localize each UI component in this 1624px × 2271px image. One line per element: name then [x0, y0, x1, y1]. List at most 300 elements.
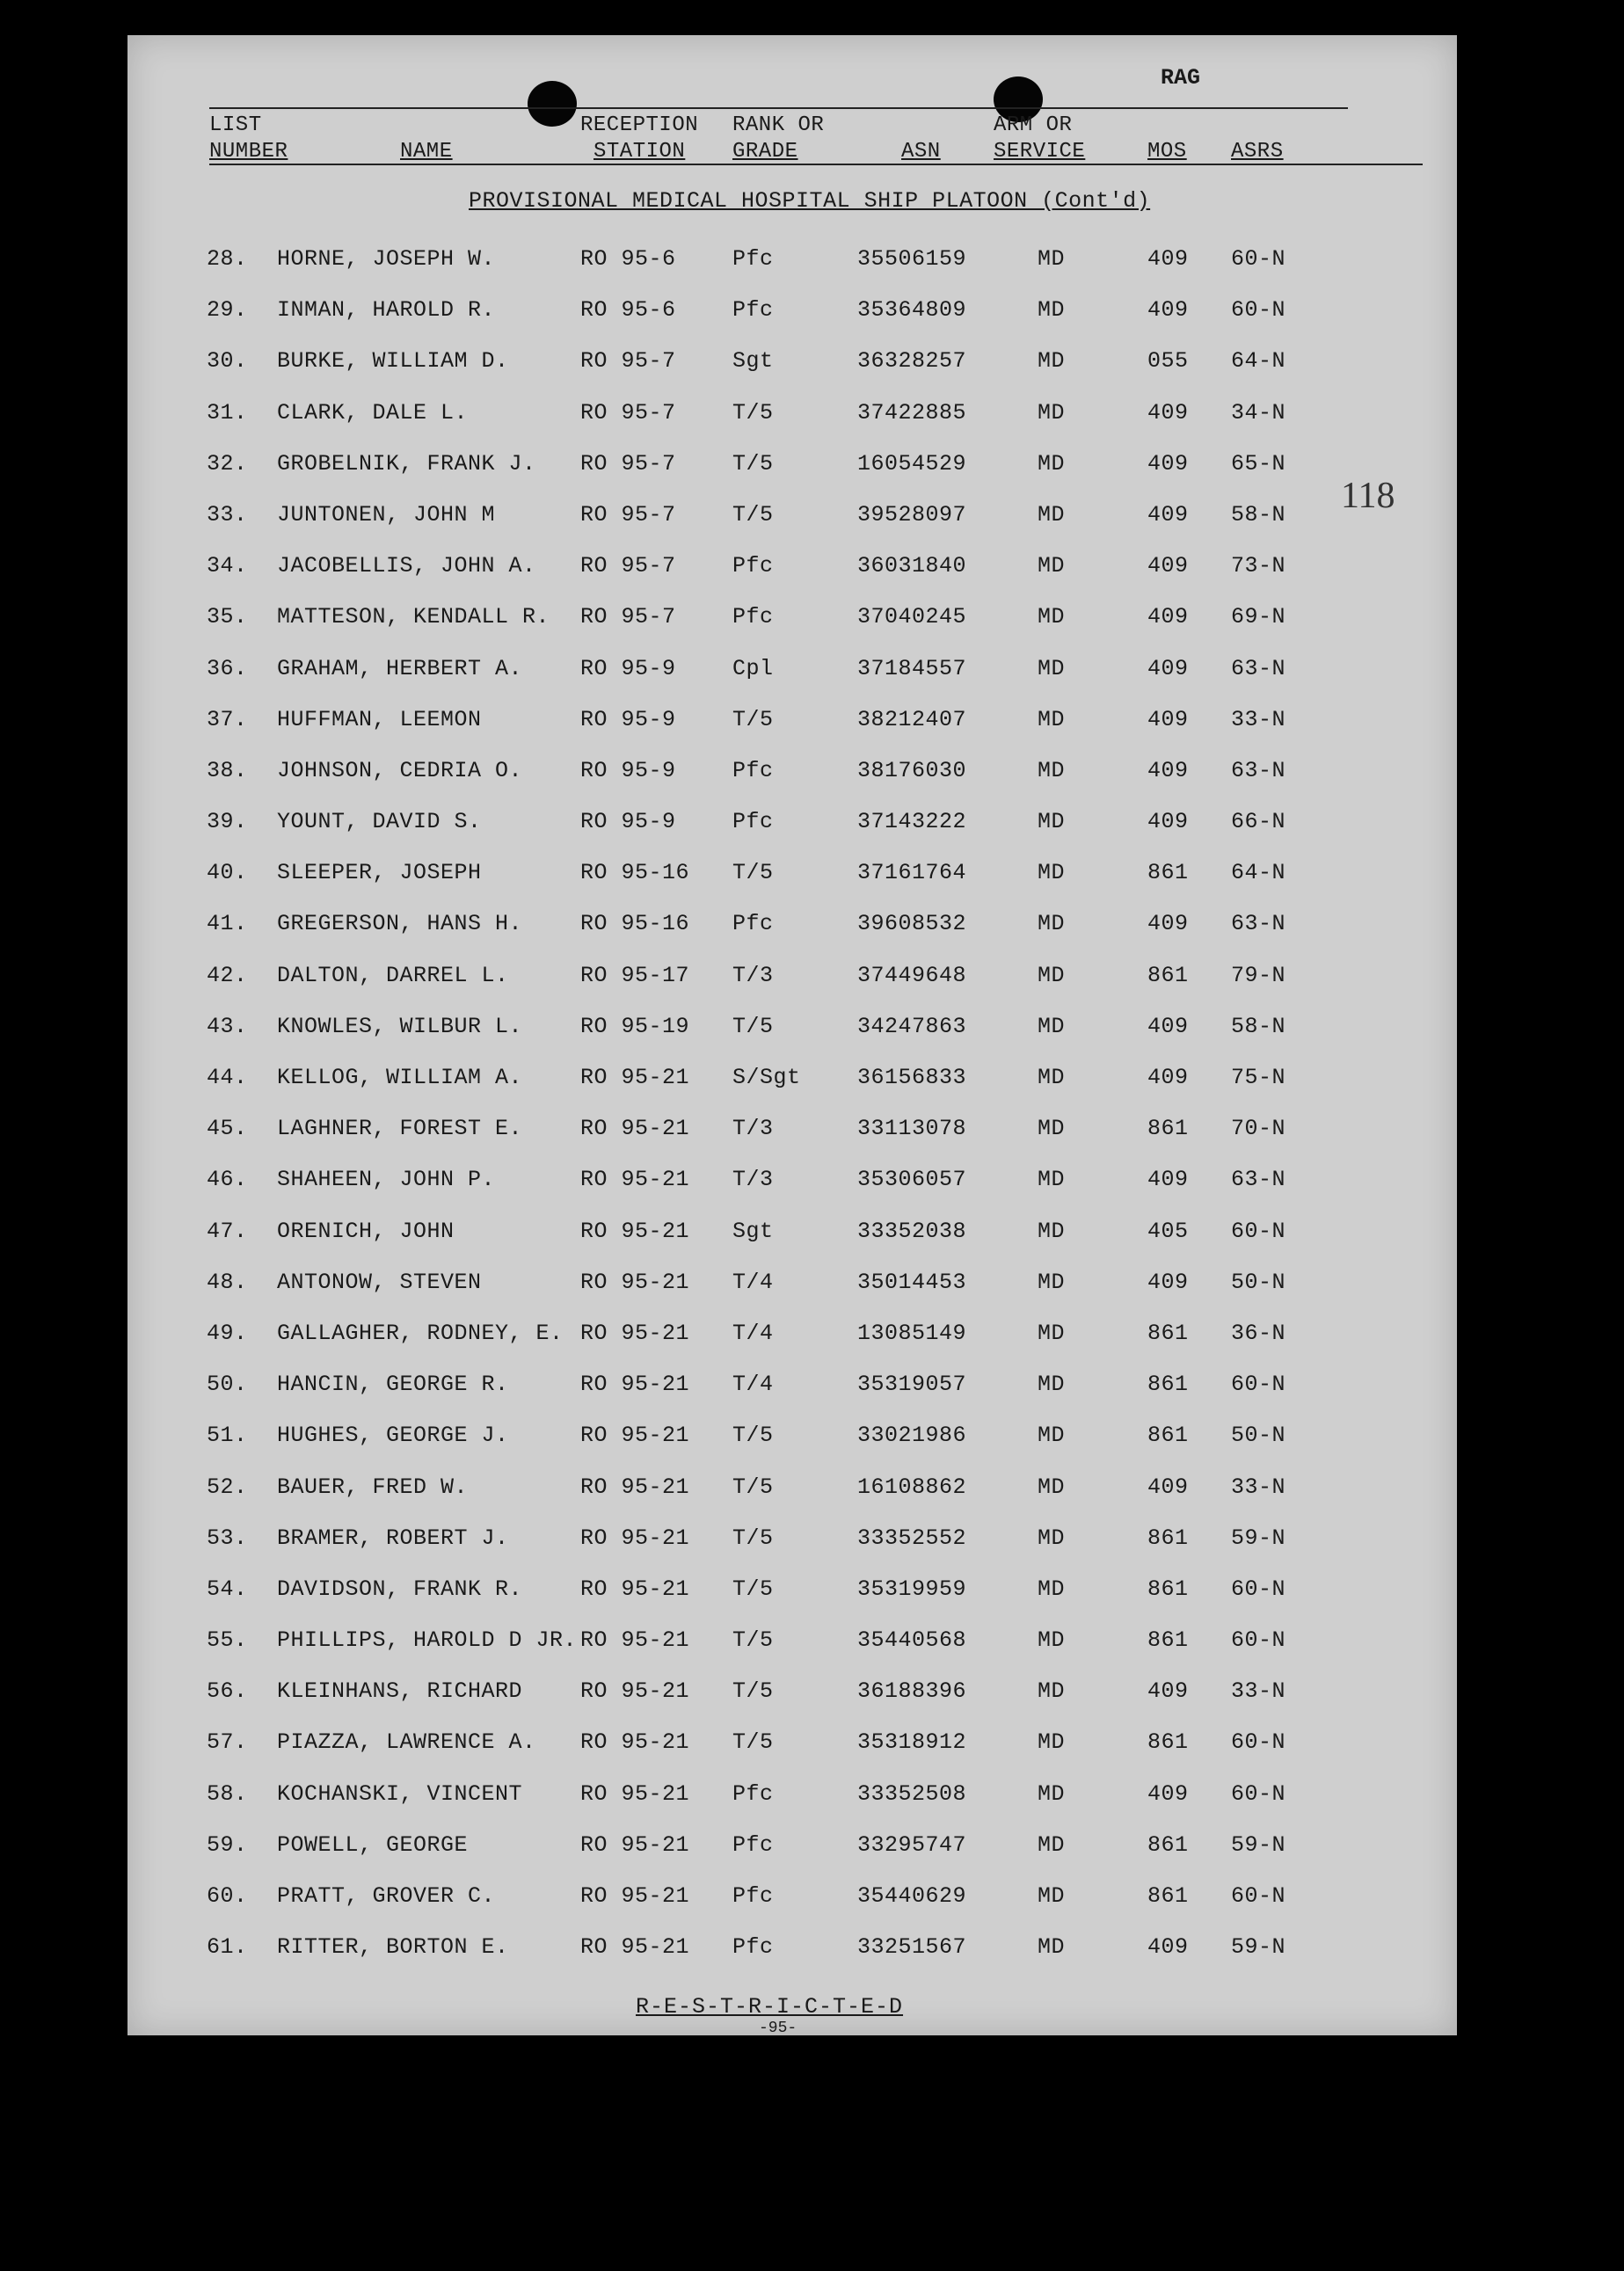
asrs-value: 70-N — [1231, 1116, 1286, 1142]
list-number: 36. — [207, 655, 248, 681]
asrs-value: 66-N — [1231, 809, 1286, 835]
table-row — [127, 1212, 1457, 1263]
asn-value: 36031840 — [857, 553, 967, 579]
rank-grade: Pfc — [732, 553, 774, 579]
list-number: 34. — [207, 553, 248, 579]
person-name: PRATT, GROVER C. — [277, 1883, 496, 1909]
table-row — [127, 1876, 1457, 1927]
arm-service: MD — [1038, 246, 1066, 272]
reception-station: RO 95-21 — [580, 1320, 690, 1346]
asn-value: 35306057 — [857, 1167, 967, 1193]
rank-grade: T/5 — [732, 450, 774, 477]
table-row — [127, 853, 1457, 904]
asn-value: 35318912 — [857, 1729, 967, 1756]
table-row — [127, 444, 1457, 495]
asn-value: 37184557 — [857, 655, 967, 681]
rank-grade: T/5 — [732, 1576, 774, 1602]
mos-value: 409 — [1147, 297, 1189, 324]
asrs-value: 60-N — [1231, 297, 1286, 324]
table-row — [127, 1722, 1457, 1773]
person-name: MATTESON, KENDALL R. — [277, 604, 550, 630]
person-name: KOCHANSKI, VINCENT — [277, 1780, 523, 1807]
arm-service: MD — [1038, 399, 1066, 426]
mos-value: 409 — [1147, 809, 1189, 835]
person-name: KLEINHANS, RICHARD — [277, 1678, 523, 1705]
table-row — [127, 1671, 1457, 1722]
list-number: 48. — [207, 1269, 248, 1295]
document-page — [127, 35, 1457, 2035]
table-row — [127, 1774, 1457, 1825]
table-row — [127, 239, 1457, 290]
table-row — [127, 751, 1457, 802]
asrs-value: 60-N — [1231, 1218, 1286, 1244]
table-row — [127, 1263, 1457, 1314]
arm-service: MD — [1038, 1065, 1066, 1090]
rank-grade: T/5 — [732, 706, 774, 732]
table-row — [127, 1416, 1457, 1467]
list-number: 35. — [207, 604, 248, 630]
rank-grade: Pfc — [732, 1883, 774, 1909]
reception-station: RO 95-21 — [580, 1218, 690, 1244]
arm-service: MD — [1038, 1474, 1066, 1500]
asn-value: 38176030 — [857, 757, 967, 783]
reception-station: RO 95-21 — [580, 1065, 690, 1090]
asrs-value: 60-N — [1231, 1576, 1286, 1602]
table-row — [127, 1467, 1457, 1518]
person-name: LAGHNER, FOREST E. — [277, 1116, 523, 1142]
mos-value: 861 — [1147, 1116, 1189, 1142]
table-row — [127, 1569, 1457, 1620]
person-name: ORENICH, JOHN — [277, 1218, 455, 1244]
mos-value: 055 — [1147, 348, 1189, 375]
person-name: HORNE, JOSEPH W. — [277, 246, 496, 272]
person-name: HUFFMAN, LEEMON — [277, 706, 482, 732]
list-number: 42. — [207, 962, 248, 988]
list-number: 44. — [207, 1065, 248, 1090]
arm-service: MD — [1038, 501, 1066, 528]
arm-service: MD — [1038, 1729, 1066, 1756]
asn-value: 35014453 — [857, 1269, 967, 1295]
restricted-footer: R-E-S-T-R-I-C-T-E-D — [636, 1994, 904, 2020]
rank-grade: Pfc — [732, 604, 774, 630]
asrs-value: 36-N — [1231, 1320, 1286, 1346]
person-name: RITTER, BORTON E. — [277, 1934, 509, 1961]
asn-value: 38212407 — [857, 706, 967, 732]
person-name: JACOBELLIS, JOHN A. — [277, 553, 536, 579]
asrs-value: 63-N — [1231, 757, 1286, 783]
person-name: SHAHEEN, JOHN P. — [277, 1167, 496, 1193]
arm-service: MD — [1038, 1423, 1066, 1449]
reception-station: RO 95-21 — [580, 1167, 690, 1193]
reception-station: RO 95-21 — [580, 1883, 690, 1909]
mos-value: 861 — [1147, 962, 1189, 988]
list-number: 47. — [207, 1218, 248, 1244]
header-list-number-2: NUMBER — [209, 140, 288, 164]
arm-service: MD — [1038, 1269, 1066, 1295]
asn-value: 33251567 — [857, 1934, 967, 1961]
table-row — [127, 1927, 1457, 1978]
asrs-value: 60-N — [1231, 1883, 1286, 1909]
reception-station: RO 95-16 — [580, 911, 690, 937]
rank-grade: T/5 — [732, 399, 774, 426]
asrs-value: 65-N — [1231, 450, 1286, 477]
header-top-rule — [209, 107, 1348, 109]
reception-station: RO 95-7 — [580, 604, 676, 630]
mos-value: 409 — [1147, 604, 1189, 630]
list-number: 39. — [207, 809, 248, 835]
person-name: BURKE, WILLIAM D. — [277, 348, 509, 375]
reception-station: RO 95-9 — [580, 706, 676, 732]
table-row — [127, 904, 1457, 955]
list-number: 32. — [207, 450, 248, 477]
list-number: 49. — [207, 1320, 248, 1346]
reception-station: RO 95-21 — [580, 1269, 690, 1295]
person-name: GALLAGHER, RODNEY, E. — [277, 1320, 564, 1346]
person-name: DALTON, DARREL L. — [277, 962, 509, 988]
reception-station: RO 95-21 — [580, 1116, 690, 1142]
header-arm-2: SERVICE — [994, 140, 1086, 164]
list-number: 53. — [207, 1525, 248, 1551]
arm-service: MD — [1038, 1883, 1066, 1909]
person-name: GRAHAM, HERBERT A. — [277, 655, 523, 681]
reception-station: RO 95-9 — [580, 809, 676, 835]
person-name: CLARK, DALE L. — [277, 399, 469, 426]
roster-table — [127, 239, 1457, 1978]
arm-service: MD — [1038, 1831, 1066, 1858]
table-row — [127, 649, 1457, 700]
arm-service: MD — [1038, 1678, 1066, 1705]
rank-grade: Pfc — [732, 1780, 774, 1807]
asrs-value: 59-N — [1231, 1831, 1286, 1858]
mos-value: 409 — [1147, 1780, 1189, 1807]
rank-grade: Cpl — [732, 655, 774, 681]
list-number: 28. — [207, 246, 248, 272]
mos-value: 409 — [1147, 1065, 1189, 1090]
asn-value: 33113078 — [857, 1116, 967, 1142]
reception-station: RO 95-6 — [580, 297, 676, 324]
table-row — [127, 1160, 1457, 1211]
rank-grade: T/3 — [732, 1116, 774, 1142]
asn-value: 37422885 — [857, 399, 967, 426]
table-row — [127, 597, 1457, 648]
asn-value: 37143222 — [857, 809, 967, 835]
arm-service: MD — [1038, 1116, 1066, 1142]
header-asn: ASN — [901, 140, 941, 164]
mos-value: 409 — [1147, 1934, 1189, 1961]
mos-value: 409 — [1147, 1678, 1189, 1705]
table-row — [127, 1058, 1457, 1109]
mos-value: 861 — [1147, 860, 1189, 886]
person-name: PHILLIPS, HAROLD D JR. — [277, 1627, 578, 1654]
person-name: INMAN, HAROLD R. — [277, 297, 496, 324]
reception-station: RO 95-21 — [580, 1729, 690, 1756]
mos-value: 409 — [1147, 1474, 1189, 1500]
table-row — [127, 1007, 1457, 1058]
mos-value: 861 — [1147, 1883, 1189, 1909]
asn-value: 35440568 — [857, 1627, 967, 1654]
list-number: 50. — [207, 1372, 248, 1398]
asn-value: 39528097 — [857, 501, 967, 528]
asn-value: 33352552 — [857, 1525, 967, 1551]
mos-value: 409 — [1147, 399, 1189, 426]
person-name: DAVIDSON, FRANK R. — [277, 1576, 523, 1602]
asrs-value: 33-N — [1231, 706, 1286, 732]
header-arm-1: ARM OR — [994, 113, 1073, 137]
arm-service: MD — [1038, 1167, 1066, 1193]
arm-service: MD — [1038, 706, 1066, 732]
table-row — [127, 700, 1457, 751]
asrs-value: 60-N — [1231, 246, 1286, 272]
rank-grade: Pfc — [732, 246, 774, 272]
arm-service: MD — [1038, 809, 1066, 835]
reception-station: RO 95-7 — [580, 348, 676, 375]
list-number: 61. — [207, 1934, 248, 1961]
mos-value: 405 — [1147, 1218, 1189, 1244]
list-number: 56. — [207, 1678, 248, 1705]
list-number: 52. — [207, 1474, 248, 1500]
rank-grade: T/5 — [732, 1627, 774, 1654]
person-name: KELLOG, WILLIAM A. — [277, 1065, 523, 1090]
header-mos: MOS — [1147, 140, 1187, 164]
person-name: BRAMER, ROBERT J. — [277, 1525, 509, 1551]
asn-value: 16054529 — [857, 450, 967, 477]
person-name: SLEEPER, JOSEPH — [277, 860, 482, 886]
asrs-value: 34-N — [1231, 399, 1286, 426]
reception-station: RO 95-16 — [580, 860, 690, 886]
asn-value: 35440629 — [857, 1883, 967, 1909]
header-list-number-1: LIST — [209, 113, 262, 137]
reception-station: RO 95-21 — [580, 1934, 690, 1961]
asrs-value: 63-N — [1231, 655, 1286, 681]
mos-value: 409 — [1147, 1269, 1189, 1295]
asrs-value: 64-N — [1231, 860, 1286, 886]
person-name: GREGERSON, HANS H. — [277, 911, 523, 937]
rank-grade: Sgt — [732, 348, 774, 375]
asrs-value: 59-N — [1231, 1934, 1286, 1961]
asrs-value: 50-N — [1231, 1269, 1286, 1295]
mos-value: 861 — [1147, 1320, 1189, 1346]
asn-value: 35364809 — [857, 297, 967, 324]
asn-value: 35319057 — [857, 1372, 967, 1398]
asn-value: 34247863 — [857, 1013, 967, 1039]
asrs-value: 60-N — [1231, 1780, 1286, 1807]
rank-grade: T/5 — [732, 1678, 774, 1705]
rank-grade: T/5 — [732, 501, 774, 528]
mos-value: 409 — [1147, 450, 1189, 477]
rank-grade: T/5 — [732, 1525, 774, 1551]
rank-grade: T/5 — [732, 1013, 774, 1039]
asrs-value: 33-N — [1231, 1474, 1286, 1500]
header-rank-2: GRADE — [732, 140, 798, 164]
table-row — [127, 802, 1457, 853]
rank-grade: T/4 — [732, 1269, 774, 1295]
asrs-value: 63-N — [1231, 911, 1286, 937]
asrs-value: 79-N — [1231, 962, 1286, 988]
rank-grade: T/4 — [732, 1372, 774, 1398]
list-number: 37. — [207, 706, 248, 732]
mos-value: 409 — [1147, 757, 1189, 783]
table-row — [127, 495, 1457, 546]
rank-grade: T/5 — [732, 1474, 774, 1500]
reception-station: RO 95-7 — [580, 399, 676, 426]
person-name: JUNTONEN, JOHN M — [277, 501, 496, 528]
asrs-value: 59-N — [1231, 1525, 1286, 1551]
arm-service: MD — [1038, 1372, 1066, 1398]
list-number: 31. — [207, 399, 248, 426]
asn-value: 33021986 — [857, 1423, 967, 1449]
person-name: BAUER, FRED W. — [277, 1474, 469, 1500]
person-name: JOHNSON, CEDRIA O. — [277, 757, 523, 783]
rank-grade: T/5 — [732, 1423, 774, 1449]
list-number: 29. — [207, 297, 248, 324]
asn-value: 36156833 — [857, 1065, 967, 1090]
asrs-value: 58-N — [1231, 1013, 1286, 1039]
arm-service: MD — [1038, 297, 1066, 324]
person-name: YOUNT, DAVID S. — [277, 809, 482, 835]
mos-value: 409 — [1147, 501, 1189, 528]
arm-service: MD — [1038, 1934, 1066, 1961]
header-asrs: ASRS — [1231, 140, 1284, 164]
asn-value: 37161764 — [857, 860, 967, 886]
asn-value: 35319959 — [857, 1576, 967, 1602]
arm-service: MD — [1038, 348, 1066, 375]
header-bottom-rule — [209, 164, 1423, 165]
arm-service: MD — [1038, 604, 1066, 630]
arm-service: MD — [1038, 911, 1066, 937]
asrs-value: 58-N — [1231, 501, 1286, 528]
mos-value: 861 — [1147, 1729, 1189, 1756]
list-number: 46. — [207, 1167, 248, 1193]
section-title: PROVISIONAL MEDICAL HOSPITAL SHIP PLATOON (Cont'd) — [469, 188, 1151, 214]
table-row — [127, 1518, 1457, 1569]
rank-grade: Pfc — [732, 911, 774, 937]
arm-service: MD — [1038, 1576, 1066, 1602]
asn-value: 37449648 — [857, 962, 967, 988]
rank-grade: T/3 — [732, 1167, 774, 1193]
table-row — [127, 546, 1457, 597]
arm-service: MD — [1038, 1218, 1066, 1244]
list-number: 54. — [207, 1576, 248, 1602]
asrs-value: 60-N — [1231, 1372, 1286, 1398]
list-number: 60. — [207, 1883, 248, 1909]
person-name: POWELL, GEORGE — [277, 1831, 469, 1858]
asrs-value: 60-N — [1231, 1729, 1286, 1756]
asrs-value: 69-N — [1231, 604, 1286, 630]
person-name: ANTONOW, STEVEN — [277, 1269, 482, 1295]
asn-value: 33295747 — [857, 1831, 967, 1858]
punch-hole-left — [528, 81, 577, 127]
asn-value: 35506159 — [857, 246, 967, 272]
table-row — [127, 1620, 1457, 1671]
arm-service: MD — [1038, 1627, 1066, 1654]
arm-service: MD — [1038, 757, 1066, 783]
list-number: 43. — [207, 1013, 248, 1039]
person-name: KNOWLES, WILBUR L. — [277, 1013, 523, 1039]
table-row — [127, 1825, 1457, 1876]
reception-station: RO 95-6 — [580, 246, 676, 272]
mos-value: 409 — [1147, 706, 1189, 732]
list-number: 58. — [207, 1780, 248, 1807]
reception-station: RO 95-17 — [580, 962, 690, 988]
table-row — [127, 956, 1457, 1007]
list-number: 45. — [207, 1116, 248, 1142]
asrs-value: 33-N — [1231, 1678, 1286, 1705]
person-name: HUGHES, GEORGE J. — [277, 1423, 509, 1449]
asn-value: 33352508 — [857, 1780, 967, 1807]
arm-service: MD — [1038, 1320, 1066, 1346]
mos-value: 409 — [1147, 1013, 1189, 1039]
table-row — [127, 1109, 1457, 1160]
rank-grade: Pfc — [732, 1831, 774, 1858]
asrs-value: 50-N — [1231, 1423, 1286, 1449]
header-station-1: RECEPTION — [580, 113, 699, 137]
reception-station: RO 95-9 — [580, 655, 676, 681]
table-row — [127, 393, 1457, 444]
mos-value: 861 — [1147, 1525, 1189, 1551]
reception-station: RO 95-21 — [580, 1780, 690, 1807]
asrs-value: 60-N — [1231, 1627, 1286, 1654]
folio-number: 118 — [1341, 476, 1395, 516]
asn-value: 36188396 — [857, 1678, 967, 1705]
reception-station: RO 95-7 — [580, 501, 676, 528]
arm-service: MD — [1038, 1013, 1066, 1039]
mos-value: 409 — [1147, 553, 1189, 579]
rank-grade: Sgt — [732, 1218, 774, 1244]
person-name: HANCIN, GEORGE R. — [277, 1372, 509, 1398]
mos-value: 409 — [1147, 911, 1189, 937]
table-row — [127, 290, 1457, 341]
reception-station: RO 95-21 — [580, 1474, 690, 1500]
reception-station: RO 95-21 — [580, 1423, 690, 1449]
list-number: 57. — [207, 1729, 248, 1756]
mos-value: 861 — [1147, 1831, 1189, 1858]
list-number: 55. — [207, 1627, 248, 1654]
reception-station: RO 95-9 — [580, 757, 676, 783]
asn-value: 37040245 — [857, 604, 967, 630]
list-number: 38. — [207, 757, 248, 783]
rank-grade: T/5 — [732, 860, 774, 886]
header-name: NAME — [400, 140, 453, 164]
asn-value: 16108862 — [857, 1474, 967, 1500]
mos-value: 861 — [1147, 1627, 1189, 1654]
list-number: 51. — [207, 1423, 248, 1449]
reception-station: RO 95-21 — [580, 1525, 690, 1551]
asrs-value: 64-N — [1231, 348, 1286, 375]
reception-station: RO 95-21 — [580, 1627, 690, 1654]
asn-value: 36328257 — [857, 348, 967, 375]
asn-value: 39608532 — [857, 911, 967, 937]
reception-station: RO 95-21 — [580, 1831, 690, 1858]
arm-service: MD — [1038, 962, 1066, 988]
list-number: 41. — [207, 911, 248, 937]
arm-service: MD — [1038, 1525, 1066, 1551]
rank-grade: Pfc — [732, 757, 774, 783]
list-number: 30. — [207, 348, 248, 375]
mos-value: 409 — [1147, 1167, 1189, 1193]
rank-grade: T/5 — [732, 1729, 774, 1756]
arm-service: MD — [1038, 860, 1066, 886]
mos-value: 409 — [1147, 655, 1189, 681]
mos-value: 861 — [1147, 1372, 1189, 1398]
table-row — [127, 1365, 1457, 1416]
arm-service: MD — [1038, 450, 1066, 477]
reception-station: RO 95-19 — [580, 1013, 690, 1039]
mos-value: 409 — [1147, 246, 1189, 272]
rank-grade: T/4 — [732, 1320, 774, 1346]
arm-service: MD — [1038, 1780, 1066, 1807]
person-name: PIAZZA, LAWRENCE A. — [277, 1729, 536, 1756]
reception-station: RO 95-21 — [580, 1372, 690, 1398]
